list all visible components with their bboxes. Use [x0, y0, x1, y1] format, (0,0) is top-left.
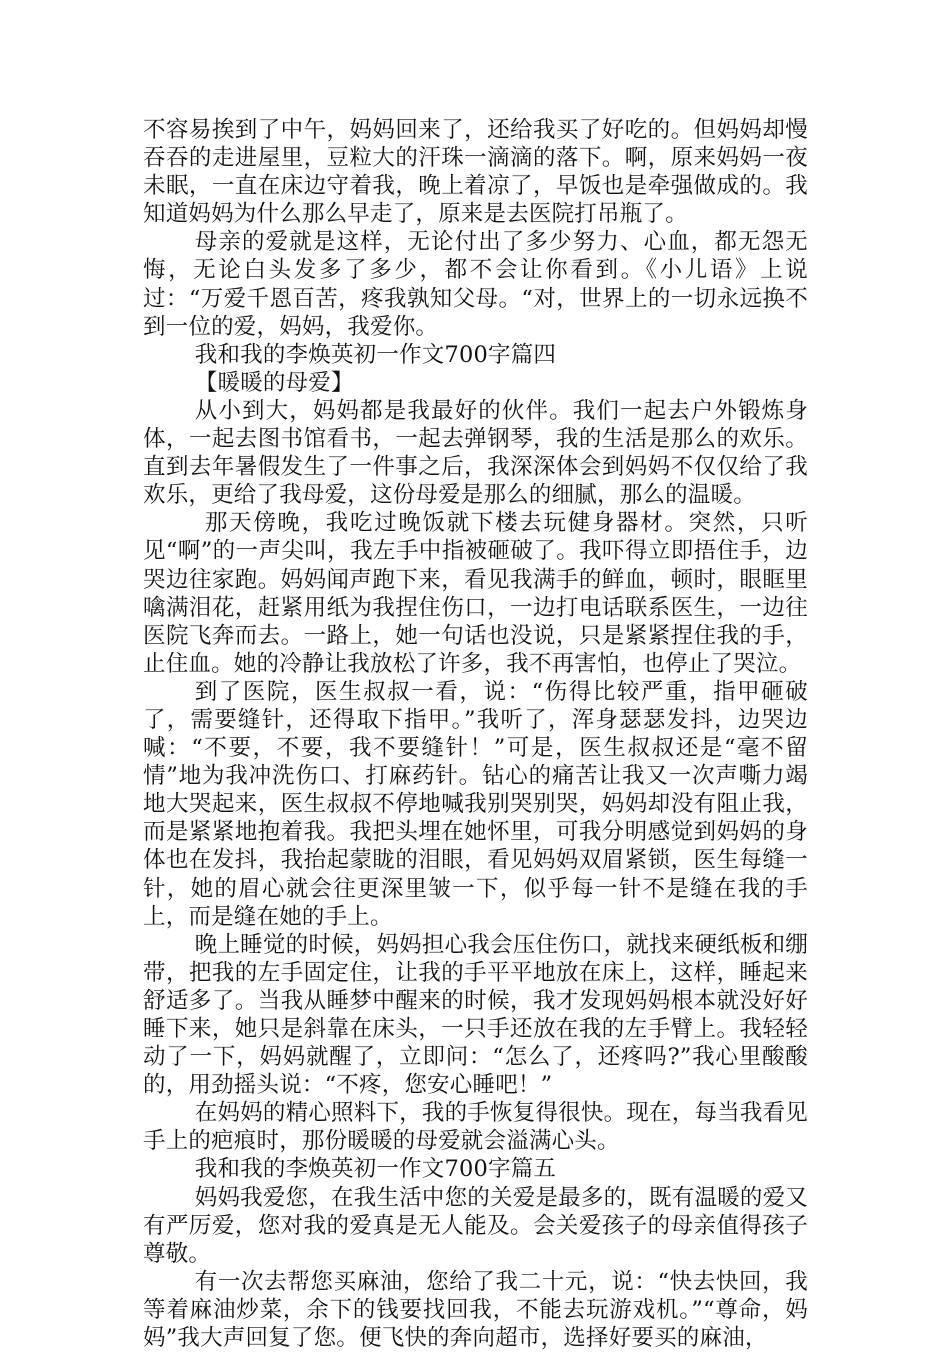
section-heading-part-four: 我和我的李焕英初一作文700字篇四	[194, 341, 557, 368]
paragraph-mother-love: 母亲的爱就是这样，无论付出了多少努力、心血，都无怨无悔，无论白头发多了多少，都不会让你看到。《小儿语》上说过：“万爱千恩百苦，疼我孰知父母。“对，世界上的一切永远换不到一位的爱，妈妈，我爱你。	[143, 229, 808, 340]
paragraph-recovery: 在妈妈的精心照料下，我的手恢复得很快。现在，每当我看见手上的疤痕时，那份暖暖的母爱就会溢满心头。	[143, 1100, 808, 1155]
document-page	[143, 116, 808, 1352]
essay-title-warm-love: 【暖暖的母爱】	[194, 369, 354, 396]
paragraph-night: 晚上睡觉的时候，妈妈担心我会压住伤口，就找来硬纸板和绷带，把我的左手固定住，让我的手平平地放在床上，这样，睡起来舒适多了。当我从睡梦中醒来的时候，我才发现妈妈根本就没好好睡下来，她只是斜靠在床头，一只手还放在我的左手臂上。我轻轻动了一下，妈妈就醒了，立即问：“怎么了，还疼吗?”我心里酸酸的，用劲摇头说：“不疼，您安心睡吧！”	[143, 931, 808, 1099]
paragraph-love-you: 妈妈我爱您，在我生活中您的关爱是最多的，既有温暖的爱又有严厉爱，您对我的爱真是无人能及。会关爱孩子的母亲值得孩子尊敬。	[143, 1184, 808, 1267]
paragraph-hospital: 到了医院，医生叔叔一看，说：“伤得比较严重，指甲砸破了，需要缝针，还得取下指甲。”我听了，浑身瑟瑟发抖，边哭边喊：“不要，不要，我不要缝针！”可是，医生叔叔还是“毫不留情”地为我冲洗伤口、打麻药针。钻心的痛苦让我又一次声嘶力竭地大哭起来，医生叔叔不停地喊我别哭别哭，妈妈却没有阻止我，而是紧紧地抱着我。我把头埋在她怀里，可我分明感觉到妈妈的身体也在发抖，我抬起蒙眬的泪眼，看见妈妈双眉紧锁，医生每缝一针，她的眉心就会往更深里皱一下，似乎每一针不是缝在我的手上，而是缝在她的手上。	[143, 678, 808, 930]
paragraph-sesame-oil: 有一次去帮您买麻油，您给了我二十元，说：“快去快回，我等着麻油炒菜，余下的钱要找回我，不能去玩游戏机。”“尊命，妈妈”我大声回复了您。便飞快的奔向超市，选择好要买的麻油，	[143, 1268, 808, 1352]
paragraph-continuation: 不容易挨到了中午，妈妈回来了，还给我买了好吃的。但妈妈却慢吞吞的走进屋里，豆粒大的汗珠一滴滴的落下。啊，原来妈妈一夜未眠，一直在床边守着我，晚上着凉了，早饭也是牵强做成的。我知道妈妈为什么那么早走了，原来是去医院打吊瓶了。	[143, 117, 808, 228]
paragraph-childhood: 从小到大，妈妈都是我最好的伙伴。我们一起去户外锻炼身体，一起去图书馆看书，一起去弹钢琴，我的生活是那么的欢乐。直到去年暑假发生了一件事之后，我深深体会到妈妈不仅仅给了我欢乐，更给了我母爱，这份母爱是那么的细腻，那么的温暖。	[143, 397, 808, 509]
section-heading-part-five: 我和我的李焕英初一作文700字篇五	[194, 1156, 557, 1183]
paragraph-accident: 那天傍晚，我吃过晚饭就下楼去玩健身器材。突然，只听见“啊”的一声尖叫，我左手中指被砸破了。我吓得立即捂住手，边哭边往家跑。妈妈闻声跑下来，看见我满手的鲜血，顿时，眼眶里噙满泪花，赶紧用纸为我捏住伤口，一边打电话联系医生，一边往医院飞奔而去。一路上，她一句话也没说，只是紧紧捏住我的手，止住血。她的冷静让我放松了许多，我不再害怕，也停止了哭泣。	[143, 510, 808, 677]
